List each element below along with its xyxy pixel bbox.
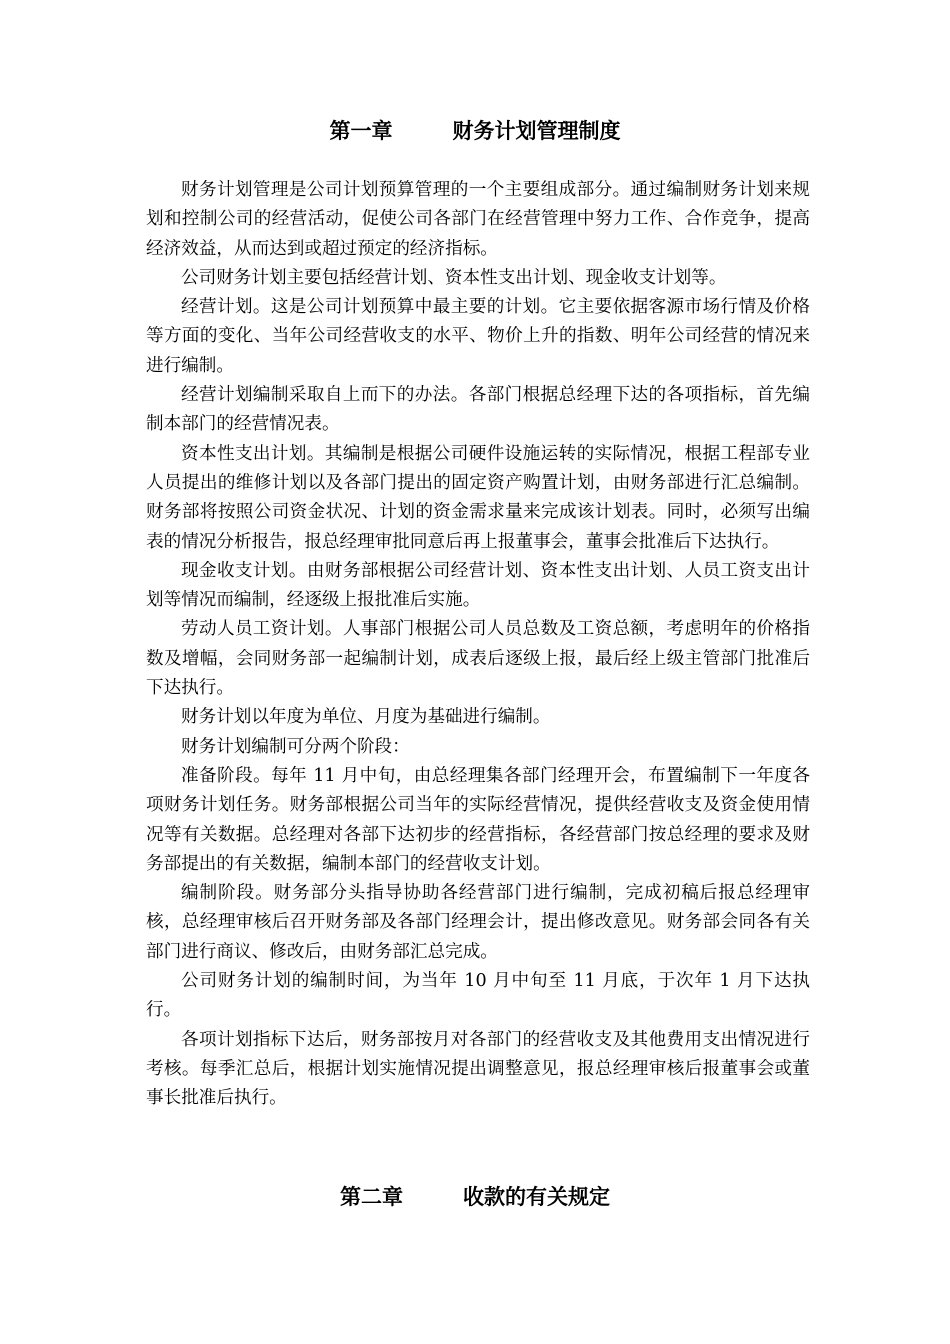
paragraph: 经营计划。这是公司计划预算中最主要的计划。它主要依据客源市场行情及价格等方面的变化、当年公司经营收支的水平、物价上升的指数、明年公司经营的情况来进行编制。	[146, 297, 810, 376]
paragraph: 经营计划编制采取自上而下的办法。各部门根据总经理下达的各项指标，首先编制本部门的经营情况表。	[146, 385, 810, 435]
chapter-1-body	[146, 176, 810, 1114]
chapter-1-number: 第一章	[329, 119, 393, 143]
paragraph: 各项计划指标下达后，财务部按月对各部门的经营收支及其他费用支出情况进行考核。每季汇总后，根据计划实施情况提出调整意见，报总经理审核后报董事会或董事长批准后执行。	[146, 1029, 810, 1109]
paragraph: 公司财务计划主要包括经营计划、资本性支出计划、现金收支计划等。	[181, 267, 727, 288]
paragraph: 编制阶段。财务部分头指导协助各经营部门进行编制，完成初稿后报总经理审核，总经理审核后召开财务部及各部门经理会计，提出修改意见。财务部会同各有关部门进行商议、修改后，由财务部汇总完成。	[146, 883, 810, 962]
chapter-2-title: 收款的有关规定	[463, 1185, 610, 1209]
chapter-1-heading	[0, 116, 950, 146]
paragraph: 公司财务计划的编制时间，为当年 10 月中旬至 11 月底，于次年 1 月下达执行。	[146, 971, 810, 1021]
paragraph: 现金收支计划。由财务部根据公司经营计划、资本性支出计划、人员工资支出计划等情况而编制，经逐级上报批准后实施。	[146, 560, 810, 611]
paragraph: 劳动人员工资计划。人事部门根据公司人员总数及工资总额，考虑明年的价格指数及增幅，会同财务部一起编制计划，成表后逐级上报，最后经上级主管部门批准后下达执行。	[146, 619, 810, 699]
paragraph: 准备阶段。每年 11 月中旬，由总经理集各部门经理开会，布置编制下一年度各项财务计划任务。财务部根据公司当年的实际经营情况，提供经营收支及资金使用情况等有关数据。总经理对各部下达初步的经营指标，各经营部门按总经理的要求及财务部提出的有关数据，编制本部门的经营收支计划。	[146, 765, 810, 874]
paragraph: 财务计划管理是公司计划预算管理的一个主要组成部分。通过编制财务计划来规划和控制公司的经营活动，促使公司各部门在经营管理中努力工作、合作竞争，提高经济效益，从而达到或超过预定的经济指标。	[146, 180, 810, 259]
chapter-2-number: 第二章	[340, 1185, 403, 1209]
chapter-2-heading	[0, 1182, 950, 1212]
paragraph: 财务计划编制可分两个阶段：	[181, 736, 410, 757]
paragraph: 财务计划以年度为单位、月度为基础进行编制。	[181, 707, 551, 728]
chapter-1-title: 财务计划管理制度	[452, 119, 621, 143]
paragraph: 资本性支出计划。其编制是根据公司硬件设施运转的实际情况，根据工程部专业人员提出的维修计划以及各部门提出的固定资产购置计划，由财务部进行汇总编制。财务部将按照公司资金状况、计划的资金需求量来完成该计划表。同时，必须写出编表的情况分析报告，报总经理审批同意后再上报董事会，董事会批准后下达执行。	[146, 443, 810, 552]
